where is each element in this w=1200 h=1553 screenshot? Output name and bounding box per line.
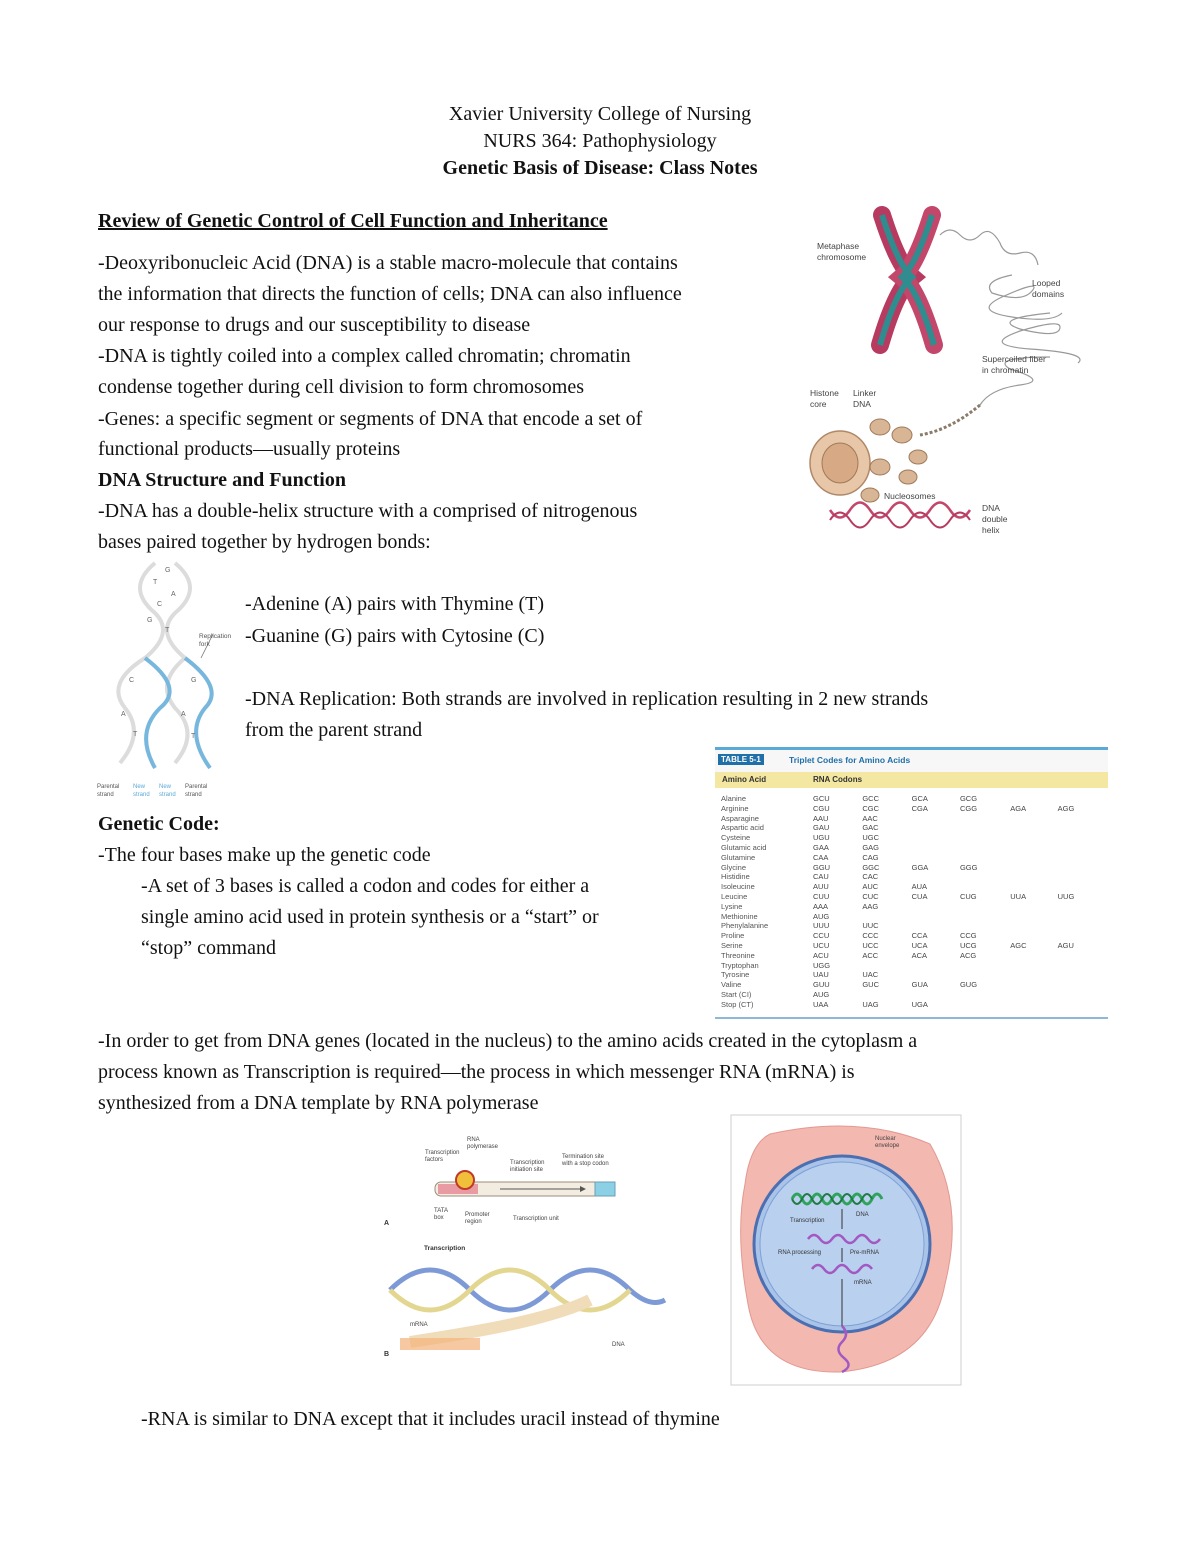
amino-acid-cell: Cysteine [721,833,751,843]
figure-label: Looped [1032,278,1061,288]
base-pair-line: -Adenine (A) pairs with Thymine (T) [245,593,544,615]
codon-table-figure [715,747,1108,1019]
codon-cell [1008,833,1055,843]
codon-cell: GUG [959,980,978,990]
figure-label: RNA [467,1137,480,1143]
codon-cell [1056,863,1104,873]
codon-cell: UGU [813,833,830,843]
codon-table [719,794,1104,1010]
codon-cell: CCG [959,931,977,941]
codon-cell [958,902,1008,912]
codon-cell [958,823,1008,833]
figure-label: in chromatin [982,365,1029,375]
codon-cell: AAC [862,813,878,823]
codon-cell: GCU [813,794,830,803]
codon-cell: ACC [862,950,879,960]
table-tag: TABLE 5-1 [718,754,764,765]
codon-cell: ACA [911,950,928,960]
table-row [719,843,1104,853]
table-row [719,833,1104,843]
amino-acid-cell: Tryptophan [721,960,759,970]
figure-label: strand [97,792,114,798]
codon-cell [1008,980,1055,990]
codon-cell: AUU [813,882,829,892]
codon-cell: UCU [813,940,830,950]
codon-cell: AUG [813,989,830,999]
body-line: -DNA has a double-helix structure with a comprised of nitrogenous [98,500,638,522]
table-row [719,863,1104,873]
figure-label: Replication [199,633,232,640]
figure-label: Metaphase [817,241,860,251]
codon-cell: AUA [911,882,928,892]
codon-cell: AGU [1057,940,1074,950]
amino-acid-cell: Glutamic acid [721,842,767,852]
figure-label: fork [199,641,210,648]
course-line: NURS 364: Pathophysiology [483,130,717,152]
body-line: single amino acid used in protein synthesis or a “start” or [141,906,599,928]
amino-acid-cell: Glycine [721,862,747,872]
body-line: our response to drugs and our susceptibility to disease [98,314,531,336]
codon-cell: UGG [813,960,831,970]
codon-cell: CGG [959,803,978,813]
codon-cell: GCA [911,794,928,803]
codon-cell [1056,882,1104,892]
table-col-header: Amino Acid [722,775,767,784]
codon-cell [1056,990,1104,1000]
figure-label: factors [425,1157,444,1163]
figure-label: helix [982,525,1000,535]
section-heading-genetic-code: Genetic Code: [98,813,220,835]
svg-text:T: T [153,579,158,586]
figure-label: TATA [434,1208,448,1214]
codon-cell: GCC [862,794,879,803]
codon-cell: CGA [911,803,928,813]
codon-cell [910,843,958,853]
codon-cell [910,853,958,863]
codon-cell [1056,970,1104,980]
codon-cell [910,921,958,931]
replication-line: -DNA Replication: Both strands are involved in replication resulting in 2 new strands [245,688,929,710]
figure-label: box [434,1215,444,1221]
codon-cell [1008,990,1055,1000]
codon-cell: GAA [813,842,829,852]
amino-acid-cell: Isoleucine [721,882,755,892]
nucleus-transcription-figure [730,1114,962,1392]
codon-cell: AGG [1057,803,1075,813]
section-heading-review: Review of Genetic Control of Cell Function and Inheritance [98,210,608,232]
table-row [719,853,1104,863]
codon-cell [910,872,958,882]
codon-cell: UAA [813,999,829,1009]
codon-cell [958,843,1008,853]
codon-cell [910,814,958,824]
chromatin-structure-figure [800,205,1100,555]
amino-acid-cell: Tyrosine [721,970,750,980]
codon-cell [910,990,958,1000]
codon-cell: AUC [862,882,879,892]
codon-cell [1008,872,1055,882]
amino-acid-cell: Asparagine [721,813,759,823]
figure-label: region [465,1219,482,1225]
section-heading-dna-structure: DNA Structure and Function [98,469,346,491]
metaphase-chromosome-illustration [880,215,934,345]
codon-cell: AAU [813,813,829,823]
figure-label: Transcription [790,1218,825,1224]
institution-line: Xavier University College of Nursing [448,103,752,125]
amino-acid-cell: Proline [721,931,745,941]
figure-label: core [810,399,827,409]
body-line: the information that directs the function of cells; DNA can also influence [98,283,682,305]
codon-cell: UGA [911,999,928,1009]
codon-cell [1008,794,1055,804]
codon-cell [1056,980,1104,990]
svg-text:A: A [181,711,186,718]
figure-label: DNA [982,503,1000,513]
codon-cell [1008,863,1055,873]
svg-text:G: G [191,677,197,684]
codon-cell [1008,1000,1055,1010]
codon-cell: AGC [1010,940,1027,950]
codon-cell: CCC [862,931,879,941]
codon-cell: UUC [862,921,879,931]
figure-label: Transcription [425,1150,460,1156]
codon-cell [1008,961,1055,971]
svg-text:T: T [133,731,138,738]
table-col-header: RNA Codons [813,775,863,784]
codon-cell: UUA [1010,891,1027,901]
figure-label: DNA [856,1212,869,1218]
figure-label: Transcription unit [513,1216,559,1222]
codon-cell [1008,843,1055,853]
codon-cell [1008,931,1055,941]
figure-label: Pre-mRNA [850,1250,880,1256]
codon-cell: UCC [862,940,879,950]
body-line: -Genes: a specific segment or segments of DNA that encode a set of [98,408,643,430]
svg-text:G: G [147,617,153,624]
svg-text:C: C [129,677,135,684]
codon-cell [958,853,1008,863]
body-line: -DNA is tightly coiled into a complex called chromatin; chromatin [98,345,631,367]
codon-cell: CAU [813,872,829,882]
codon-cell: AGA [1010,803,1027,813]
figure-label: chromosome [817,252,867,262]
codon-cell [1056,961,1104,971]
figure-label: mRNA [854,1280,872,1286]
table-row [719,882,1104,892]
codon-cell [860,912,909,922]
figure-label: New [159,784,172,790]
dna-replication-figure [95,558,235,803]
svg-text:C: C [157,601,163,608]
codon-cell: CAC [862,872,879,882]
codon-cell: CCA [911,931,928,941]
codon-cell: ACU [813,950,829,960]
looped-domains-illustration [940,230,1080,405]
figure-label: Histone [810,388,839,398]
codon-cell: CUA [911,891,928,901]
figure-label: envelope [875,1143,900,1149]
body-line: process known as Transcription is required—the process in which messenger RNA (mRNA) is [98,1061,855,1083]
codon-cell [1008,823,1055,833]
figure-label: DNA [853,399,871,409]
transcription-figure [380,1130,670,1370]
codon-cell [958,872,1008,882]
amino-acid-cell: Leucine [721,891,748,901]
figure-label: polymerase [467,1144,499,1150]
codon-cell [1008,814,1055,824]
body-line: -The four bases make up the genetic code [98,844,431,866]
codon-cell: AUG [813,911,830,921]
figure-label: Transcription [510,1160,545,1166]
table-row [719,1000,1104,1010]
codon-cell [1056,833,1104,843]
codon-cell [1056,872,1104,882]
nucleosome-illustration [810,419,927,502]
table-row [719,921,1104,931]
figure-label: strand [159,792,176,798]
table-row [719,951,1104,961]
codon-cell: AAA [813,901,829,911]
codon-cell: CCU [813,931,830,941]
svg-text:A: A [121,711,126,718]
codon-cell [958,921,1008,931]
figure-label: domains [1032,289,1065,299]
figure-label: strand [185,792,202,798]
svg-text:T: T [191,733,196,740]
codon-cell: CUC [862,891,879,901]
table-row [719,794,1104,804]
body-line: functional products—usually proteins [98,438,401,460]
codon-cell [1008,970,1055,980]
codon-cell: GAC [862,823,879,833]
body-line: -Deoxyribonucleic Acid (DNA) is a stable macro-molecule that contains [98,252,678,274]
codon-cell [1056,912,1104,922]
amino-acid-cell: Alanine [721,794,747,803]
codon-cell [1008,921,1055,931]
codon-cell: UUG [1057,891,1075,901]
codon-cell: GUC [862,980,879,990]
amino-acid-cell: Phenylalanine [721,921,769,931]
table-title: Triplet Codes for Amino Acids [789,755,911,765]
codon-cell: CUU [813,891,830,901]
figure-label: mRNA [410,1322,428,1328]
amino-acid-cell: Valine [721,980,742,990]
codon-cell [1008,951,1055,961]
codon-cell [1008,902,1055,912]
codon-cell [1056,931,1104,941]
amino-acid-cell: Glutamine [721,852,756,862]
dna-double-helix-illustration [830,503,970,518]
codon-cell [1008,853,1055,863]
body-line: synthesized from a DNA template by RNA polymerase [98,1092,539,1114]
codon-cell: UCA [911,940,928,950]
codon-cell: CAA [813,852,829,862]
codon-cell: UAG [862,999,879,1009]
amino-acid-cell: Aspartic acid [721,823,764,833]
table-row [719,872,1104,882]
panel-label: A [384,1220,390,1227]
codon-cell [958,990,1008,1000]
body-line: condense together during cell division to form chromosomes [98,376,585,398]
table-row [719,892,1104,902]
codon-cell [1056,823,1104,833]
figure-label: Nuclear [875,1136,896,1142]
codon-cell [1008,882,1055,892]
codon-cell: UAU [813,970,829,980]
codon-cell: GGC [862,862,880,872]
codon-cell [1056,843,1104,853]
codon-cell: CAG [862,852,879,862]
body-line: -In order to get from DNA genes (located in the nucleus) to the amino acids created in the cytoplasm a [98,1030,918,1052]
table-row [719,931,1104,941]
amino-acid-cell: Serine [721,940,743,950]
codon-cell [1056,1000,1104,1010]
table-row [719,814,1104,824]
table-row [719,902,1104,912]
base-pair-line: -Guanine (G) pairs with Cytosine (C) [245,625,545,647]
figure-label: Parental [185,784,208,790]
amino-acid-cell: Stop (CT) [721,999,754,1009]
figure-label: strand [133,792,150,798]
codon-cell [1056,902,1104,912]
figure-label: Supercoiled fiber [982,354,1046,364]
codon-cell: GUU [813,980,830,990]
figure-label: Promoter [465,1212,490,1218]
table-row [719,823,1104,833]
supercoiled-fiber-illustration [920,405,980,435]
amino-acid-cell: Lysine [721,901,743,911]
codon-cell: UAC [862,970,879,980]
panel-label: B [384,1351,390,1358]
codon-cell [958,961,1008,971]
codon-cell [958,814,1008,824]
codon-cell: CGC [862,803,879,813]
figure-label: Transcription [424,1245,466,1252]
table-row [719,804,1104,814]
body-line: -A set of 3 bases is called a codon and codes for either a [141,875,590,897]
codon-cell [1056,951,1104,961]
codon-cell [1056,921,1104,931]
amino-acid-cell: Histidine [721,872,750,882]
codon-cell [910,823,958,833]
codon-cell: UUU [813,921,830,931]
rna-note: -RNA is similar to DNA except that it includes uracil instead of thymine [141,1408,720,1430]
codon-cell: UCG [959,940,977,950]
codon-cell: GAG [862,842,879,852]
table-row [719,980,1104,990]
codon-cell: GGG [959,862,978,872]
figure-label: with a stop codon [562,1161,609,1167]
codon-cell: UGC [862,833,879,843]
table-row [719,941,1104,951]
codon-cell [958,970,1008,980]
figure-label: Termination site [562,1154,605,1160]
codon-cell: ACG [959,950,977,960]
table-row [719,961,1104,971]
svg-text:A: A [171,591,176,598]
figure-label: initiation site [510,1167,544,1173]
codon-cell: CUG [959,891,977,901]
body-line: bases paired together by hydrogen bonds: [98,531,431,553]
codon-cell [958,1000,1008,1010]
codon-cell [958,833,1008,843]
amino-acid-cell: Arginine [721,803,749,813]
svg-text:G: G [165,567,171,574]
amino-acid-cell: Start (CI) [721,989,752,999]
codon-cell: AAG [862,901,879,911]
replication-line: from the parent strand [245,719,423,741]
table-row [719,970,1104,980]
codon-cell [1008,912,1055,922]
table-row [719,990,1104,1000]
codon-cell: GGU [813,862,831,872]
figure-label: New [133,784,146,790]
codon-cell: GGA [911,862,929,872]
amino-acid-cell: Threonine [721,950,755,960]
codon-cell [958,882,1008,892]
codon-cell: GAU [813,823,830,833]
svg-text:T: T [165,627,170,634]
figure-label: Nucleosomes [884,491,936,501]
page-title: Genetic Basis of Disease: Class Notes [442,157,758,179]
codon-cell [910,902,958,912]
codon-cell [860,961,909,971]
codon-cell [910,961,958,971]
table-row [719,912,1104,922]
codon-cell [860,990,909,1000]
codon-cell [1056,853,1104,863]
figure-label: RNA processing [778,1250,822,1256]
codon-cell [910,970,958,980]
codon-cell: GCG [959,794,978,803]
amino-acid-cell: Methionine [721,911,758,921]
codon-cell [910,912,958,922]
figure-label: DNA [612,1342,625,1348]
codon-cell [1056,814,1104,824]
figure-label: Parental [97,784,120,790]
figure-label: Linker [853,388,877,398]
figure-label: double [982,514,1008,524]
body-line: “stop” command [141,937,276,959]
codon-cell: GUA [911,980,928,990]
codon-cell [910,833,958,843]
codon-cell: CGU [813,803,830,813]
codon-cell [958,912,1008,922]
codon-cell [1056,794,1104,804]
